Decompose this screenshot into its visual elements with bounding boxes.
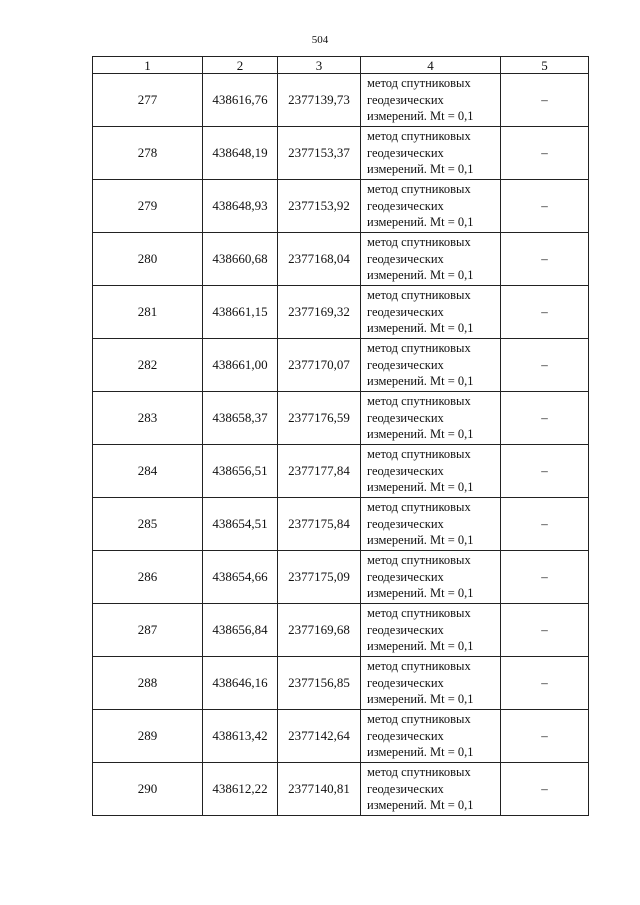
table-row (93, 498, 589, 551)
x-coordinate-cell: 438661,15 (203, 286, 278, 339)
method-line: метод спутниковых (367, 500, 471, 515)
header-row (93, 57, 589, 74)
table-body (93, 74, 589, 816)
method-line: геодезических (367, 92, 444, 107)
method-line: измерений. Mt = 0,1 (367, 639, 474, 654)
point-number-cell: 280 (93, 233, 203, 286)
y-coordinate-cell: 2377140,81 (278, 763, 361, 816)
method-line: геодезических (367, 357, 444, 372)
method-line: геодезических (367, 410, 444, 425)
table-row (93, 74, 589, 127)
note-cell: – (501, 286, 589, 339)
method-line: геодезических (367, 463, 444, 478)
y-coordinate-cell: 2377168,04 (278, 233, 361, 286)
table-row (93, 233, 589, 286)
point-number-cell: 286 (93, 551, 203, 604)
point-number-cell: 283 (93, 392, 203, 445)
x-coordinate-cell: 438658,37 (203, 392, 278, 445)
header-col-5: 5 (501, 57, 589, 74)
table-row (93, 180, 589, 233)
method-cell (361, 74, 501, 127)
method-line: метод спутниковых (367, 182, 471, 197)
method-line: измерений. Mt = 0,1 (367, 480, 474, 495)
method-line: измерений. Mt = 0,1 (367, 215, 474, 230)
method-line: измерений. Mt = 0,1 (367, 374, 474, 389)
method-cell (361, 286, 501, 339)
coordinates-table (92, 56, 589, 816)
point-number-cell: 282 (93, 339, 203, 392)
method-line: геодезических (367, 251, 444, 266)
method-line: измерений. Mt = 0,1 (367, 586, 474, 601)
method-line: метод спутниковых (367, 606, 471, 621)
method-cell (361, 180, 501, 233)
method-cell (361, 551, 501, 604)
x-coordinate-cell: 438654,51 (203, 498, 278, 551)
note-cell: – (501, 339, 589, 392)
page-number: 504 (311, 34, 329, 46)
table-row (93, 604, 589, 657)
x-coordinate-cell: 438656,84 (203, 604, 278, 657)
method-cell (361, 710, 501, 763)
header-col-4: 4 (361, 57, 501, 74)
header-col-2: 2 (203, 57, 278, 74)
y-coordinate-cell: 2377175,09 (278, 551, 361, 604)
method-line: геодезических (367, 516, 444, 531)
method-line: геодезических (367, 622, 444, 637)
method-cell (361, 127, 501, 180)
method-line: метод спутниковых (367, 712, 471, 727)
method-line: измерений. Mt = 0,1 (367, 692, 474, 707)
table-row (93, 445, 589, 498)
table-row (93, 127, 589, 180)
method-cell (361, 657, 501, 710)
table-row (93, 339, 589, 392)
y-coordinate-cell: 2377169,32 (278, 286, 361, 339)
method-line: измерений. Mt = 0,1 (367, 321, 474, 336)
method-line: метод спутниковых (367, 553, 471, 568)
method-line: геодезических (367, 728, 444, 743)
method-line: метод спутниковых (367, 659, 471, 674)
method-line: геодезических (367, 569, 444, 584)
x-coordinate-cell: 438612,22 (203, 763, 278, 816)
table-row (93, 551, 589, 604)
table-row (93, 392, 589, 445)
method-line: измерений. Mt = 0,1 (367, 109, 474, 124)
method-line: измерений. Mt = 0,1 (367, 427, 474, 442)
point-number-cell: 279 (93, 180, 203, 233)
method-line: метод спутниковых (367, 129, 471, 144)
x-coordinate-cell: 438654,66 (203, 551, 278, 604)
method-line: метод спутниковых (367, 76, 471, 91)
point-number-cell: 287 (93, 604, 203, 657)
point-number-cell: 281 (93, 286, 203, 339)
method-cell (361, 339, 501, 392)
point-number-cell: 290 (93, 763, 203, 816)
point-number-cell: 284 (93, 445, 203, 498)
table-row (93, 763, 589, 816)
note-cell: – (501, 551, 589, 604)
method-line: измерений. Mt = 0,1 (367, 798, 474, 813)
method-cell (361, 604, 501, 657)
point-number-cell: 277 (93, 74, 203, 127)
method-line: геодезических (367, 198, 444, 213)
note-cell: – (501, 392, 589, 445)
method-line: измерений. Mt = 0,1 (367, 268, 474, 283)
point-number-cell: 289 (93, 710, 203, 763)
x-coordinate-cell: 438616,76 (203, 74, 278, 127)
y-coordinate-cell: 2377177,84 (278, 445, 361, 498)
x-coordinate-cell: 438646,16 (203, 657, 278, 710)
y-coordinate-cell: 2377175,84 (278, 498, 361, 551)
note-cell: – (501, 710, 589, 763)
note-cell: – (501, 445, 589, 498)
y-coordinate-cell: 2377170,07 (278, 339, 361, 392)
note-cell: – (501, 657, 589, 710)
x-coordinate-cell: 438648,93 (203, 180, 278, 233)
note-cell: – (501, 233, 589, 286)
method-line: метод спутниковых (367, 765, 471, 780)
x-coordinate-cell: 438648,19 (203, 127, 278, 180)
x-coordinate-cell: 438613,42 (203, 710, 278, 763)
note-cell: – (501, 498, 589, 551)
note-cell: – (501, 74, 589, 127)
method-line: метод спутниковых (367, 288, 471, 303)
y-coordinate-cell: 2377153,37 (278, 127, 361, 180)
method-line: метод спутниковых (367, 394, 471, 409)
y-coordinate-cell: 2377153,92 (278, 180, 361, 233)
x-coordinate-cell: 438656,51 (203, 445, 278, 498)
point-number-cell: 288 (93, 657, 203, 710)
header-col-3: 3 (278, 57, 361, 74)
point-number-cell: 278 (93, 127, 203, 180)
x-coordinate-cell: 438660,68 (203, 233, 278, 286)
method-cell (361, 233, 501, 286)
method-line: измерений. Mt = 0,1 (367, 745, 474, 760)
method-cell (361, 392, 501, 445)
y-coordinate-cell: 2377139,73 (278, 74, 361, 127)
y-coordinate-cell: 2377169,68 (278, 604, 361, 657)
method-line: измерений. Mt = 0,1 (367, 162, 474, 177)
method-cell (361, 498, 501, 551)
table-row (93, 710, 589, 763)
header-col-1: 1 (93, 57, 203, 74)
note-cell: – (501, 604, 589, 657)
method-line: геодезических (367, 675, 444, 690)
y-coordinate-cell: 2377156,85 (278, 657, 361, 710)
y-coordinate-cell: 2377142,64 (278, 710, 361, 763)
method-line: геодезических (367, 304, 444, 319)
note-cell: – (501, 180, 589, 233)
point-number-cell: 285 (93, 498, 203, 551)
method-line: геодезических (367, 781, 444, 796)
note-cell: – (501, 763, 589, 816)
note-cell: – (501, 127, 589, 180)
method-line: измерений. Mt = 0,1 (367, 533, 474, 548)
method-line: метод спутниковых (367, 341, 471, 356)
method-cell (361, 763, 501, 816)
method-line: метод спутниковых (367, 447, 471, 462)
method-cell (361, 445, 501, 498)
method-line: метод спутниковых (367, 235, 471, 250)
y-coordinate-cell: 2377176,59 (278, 392, 361, 445)
method-line: геодезических (367, 145, 444, 160)
table-row (93, 657, 589, 710)
table-row (93, 286, 589, 339)
x-coordinate-cell: 438661,00 (203, 339, 278, 392)
